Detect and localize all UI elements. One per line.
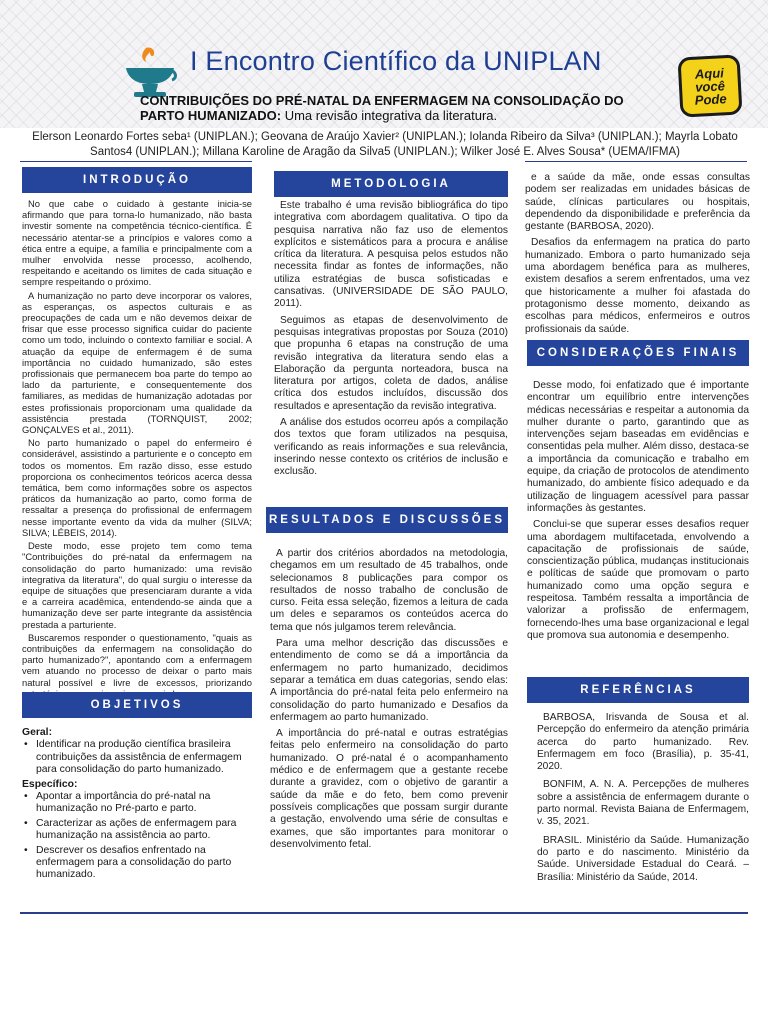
paper-title-subtitle: Uma revisão integrativa da literatura. (281, 108, 498, 123)
resultados-continuation (525, 172, 750, 340)
especifico-label: Específico: (22, 778, 78, 790)
list-item: • Apontar a importância do pré-natal na humanização no Pré-parto e parto. (22, 791, 252, 816)
paragraph: Desse modo, foi enfatizado que é importante encontrar um equilíbrio entre intervenções médicas necessárias e respeitar a autonomia da mulher durante o parto, garantindo que as intervenções sejam baseadas em evidências e consentidas pela mulher. Além disso, destaca-se a importância da comunicação e trabalho em equipe, da criação de protocolos de atendimento humanizado, do ambiente físico adequado e da utilização de linguagem acessível para passar informações às gestantes. (527, 380, 749, 514)
list-item: • Caracterizar as ações de enfermagem para humanização na assistência ao parto. (22, 818, 252, 843)
paragraph: Conclui-se que superar esses desafios requer uma abordagem multifacetada, envolvendo a capacitação de profissionais de saúde, conscientização pública, mudanças institucionais e políticas de saúde que promovam o parto humanizado como uma opção segura e respeitosa. Também ressalta a importância de valorizar a profissão de enfermagem, fornecendo-lhes uma base organizacional e legal que promova sua autonomia e desempenho. (527, 519, 750, 641)
bottom-divider (20, 912, 748, 914)
section-header-metodologia: METODOLOGIA (274, 171, 508, 197)
geral-label: Geral: (22, 727, 53, 738)
authors-line: Elerson Leonardo Fortes seba¹ (UNIPLAN.); Geovana de Araújo Xavier² (UNIPLAN.); Iolanda Ribeiro da Silva³ (UNIPLAN.); Mayrla Lobato Santos4 (UNIPLAN.); Millana Karoline de Aragão da Silva5 (UNIPLAN.); Wilker José E. Alves Sousa* (UEMA/IFMA) (32, 131, 738, 158)
paragraph: A partir dos critérios abordados na metodologia, chegamos em um resultado de 45 trabalhos, onde selecionamos 8 publicações para compor os resultados de nosso trabalho de conclusão de curso. Feita essa seleção, fizemos a leitura de cada um deles e separamos os conteúdos acerca do tema que nós julgamos terem relevância. (270, 548, 508, 633)
reference-item: BONFIM, A. N. A. Percepções de mulheres sobre a assistência de enfermagem durante o parto normal. Revista Baiana de Enfermagem, v. 35, 2021. (537, 779, 749, 828)
badge-line: você (694, 77, 726, 95)
list-item: • Identificar na produção científica brasileira contribuições da assistência de enfermagem para consolidação do parto humanizado. (22, 739, 252, 776)
paragraph: Para uma melhor descrição das discussões e entendimento de como se dá a importância da enfermagem no parto humanizado, decidimos separar a temática em duas categorias, sendo elas: A importância do pré-natal feita pelo enfermeiro na consolidação do parto humanizado e Desafios da enfermagem ao parto humanizado. (270, 638, 508, 723)
aqui-voce-pode-badge (677, 54, 742, 117)
paragraph: A importância do pré-natal e outras estratégias feitas pelo enfermeiro na consolidação do parto humanizado. O pré-natal é o acompanhamento médico e de enfermagem que a gestante recebe durante a gravidez, com o objetivo de garantir a saúde da mãe e do feto, bem como prevenir possíveis complicações que possam surgir durante a gestação, envolvendo uma série de consultas e exames, que são importantes para monitorar o desenvolvimento fetal. (270, 728, 508, 850)
paragraph: Seguimos as etapas de desenvolvimento de pesquisas integrativas propostas por Souza (2010) que propunha 6 etapas na construção de uma revisão integrativa da literatura sendo elas a Elaboração da pergunta norteadora, busca na literatura por artigos, coleta de dados, análise crítica dos estudos incluídos, discussão dos resultados e apresentação da revisão integrativa. (274, 314, 508, 412)
consideracoes-body (527, 380, 749, 646)
section-header-consideracoes: CONSIDERAÇÕES FINAIS (527, 340, 749, 366)
paper-title-main: CONTRIBUIÇÕES DO PRÉ-NATAL DA ENFERMAGEM NA CONSOLIDAÇÃO DO PARTO HUMANIZADO: (140, 93, 624, 123)
resultados-body (270, 548, 508, 855)
especificos-list (22, 791, 252, 882)
section-header-referencias: REFERÊNCIAS (527, 677, 749, 703)
metodologia-body (274, 200, 508, 483)
objetivos-body (22, 726, 252, 884)
paper-title (140, 93, 665, 123)
paragraph: A humanização no parto deve incorporar os valores, as esperanças, os aspectos culturais e as preocupações de cada um e não devemos deixar de frisar que esse processo significa cuidar do paciente como um todo, incluindo o contexto familiar e social. A atuação da equipe de enfermagem é de suma importância no cuidado humanizado, são estes profissionais que permanecem boa parte do tempo ao lado da parturiente, e consequentemente dos familiares, as medidas de humanização adotadas por estes profissionais proporcionam uma qualidade da assistência prestada (TORNQUIST, 2002; GONÇALVES et al., 2011). (22, 289, 252, 436)
section-header-objetivos: OBJETIVOS (22, 692, 252, 718)
paragraph: Este trabalho é uma revisão bibliográfica do tipo integrativa com abordagem qualitativa. O tipo da pesquisa narrativa não faz uso de elementos explícitos e sistemáticos para a procura e análise crítica da literatura. A pesquisa pelos estudos não necessita findar as fontes de informações, não utiliza estratégias de busca sofisticadas e cansativas. (UNIVERSIDADE DE SÃO PAULO, 2011). (274, 200, 508, 310)
list-item: • Descrever os desafios enfrentado na enfermagem para a consolidação do parto humanizado. (22, 845, 252, 882)
paragraph: Buscaremos responder o questionamento, "quais as contribuições da enfermagem na consolidação do parto humanizado?", apontando com a enfermagem vem atuando no processo de deixar o parto mais natural possível e livre de excessos, priorizando (22, 631, 252, 688)
introducao-body (22, 198, 252, 701)
paragraph: Deste modo, esse projeto tem como tema "Contribuições do pré-natal da enfermagem na consolidação do parto humanizado: uma revisão integrativa da literatura", do qual surgiu o interesse da equipe de situações que presenciaram durante a vida e a carreira acadêmica, entendendo-se ainda que a humanização deve ser parte integrante da assistência prestada a parturiente. (22, 540, 252, 630)
event-title: I Encontro Científico da UNIPLAN (190, 46, 602, 76)
reference-item: BRASIL. Ministério da Saúde. Humanização do parto e do nascimento. Ministério da Saúde. Universidade Estadual do Ceará. – Brasília: Ministério da Saúde, 2014. (537, 834, 749, 883)
referencias-body (537, 712, 749, 890)
badge-line: Pode (694, 90, 727, 108)
divider (525, 161, 747, 162)
paragraph: Desafios da enfermagem na pratica do parto humanizado. Embora o parto humanizado seja uma abordagem benéfica para as mulheres, existem desafios a serem enfrentados, uma vez que historicamente a mulher foi afastada do protagonismo desse momento, deixando as escolhas para médicos, enfermeiros e outros profissionais da saúde. (525, 237, 750, 335)
paragraph: e a saúde da mãe, onde essas consultas podem ser realizadas em unidades básicas de saúde, clínicas particulares ou hospitais, dependendo da disponibilidade e preferência da gestante (BARBOSA, 2020). (525, 172, 750, 233)
paragraph: No parto humanizado o papel do enfermeiro é considerável, assistindo a parturiente e o concepto em todos os momentos. Em razão disso, esse estudo proporciona os conhecimentos teóricos acerca dessa temática, bem como informações sobre os aspectos práticos da humanização ao parto, como forma de ressaltar a presença do profissional de enfermagem nesse importante evento da vida da mulher (SILVA; SILVA; LÉBEIS, 2014). (22, 437, 252, 538)
section-header-introducao: INTRODUÇÃO (22, 167, 252, 193)
reference-item: BARBOSA, Irisvanda de Sousa et al. Percepção do enfermeiro da atenção primária acerca do parto humanizado. Rev. Enfermagem em foco (Brasília), p. 35-41, 2020. (537, 712, 749, 773)
geral-list (22, 739, 252, 776)
paragraph: No que cabe o cuidado à gestante inicia-se afirmando que para torna-lo humanizado, não basta investir somente na competência técnico-científica. É necessário atentar-se a princípios e valores como a ética entre a equipe, a família e principalmente com a mulher envolvida nesse processo, acolhendo, respeitando e aceitando os limites de cada situação e sempre respeitando o próximo. (22, 198, 252, 288)
section-header-resultados: RESULTADOS E DISCUSSÕES (266, 507, 508, 533)
divider (20, 161, 252, 162)
paragraph: A análise dos estudos ocorreu após a compilação dos textos que foram utilizados na pesquisa, verificando as reais informações e sua relevância, inserindo nesse contexto os critérios de inclusão e exclusão. (274, 417, 508, 478)
badge-line: Aqui (694, 64, 725, 82)
